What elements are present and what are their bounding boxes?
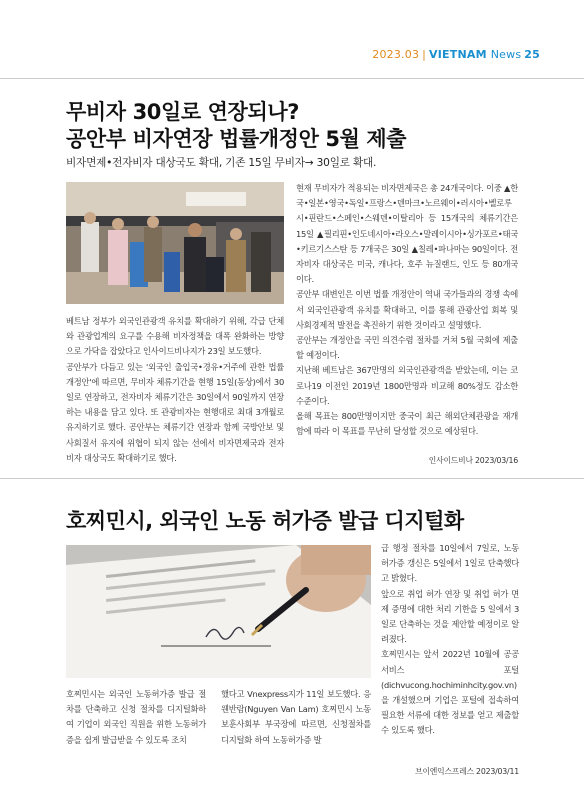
header-rule xyxy=(0,78,584,79)
article2-right-paragraph: 급 행정 절차를 10일에서 7일로, 노동허가증 갱신은 5일에서 1일로 단축했다고 밝혔다. xyxy=(381,543,519,584)
article2-right-paragraph: 앞으로 취업 허가 연장 및 취업 허가 면제 증명에 대한 처리 기한을 5 일에서 3 일로 단축하는 것을 제안할 예정이로 알려졌다. xyxy=(381,588,519,645)
page-header xyxy=(372,48,540,61)
header-separator: | xyxy=(422,48,427,61)
article2-middle-column xyxy=(221,687,371,748)
article2-left-paragraph: 호찌민시는 외국인 노동허가증 발급 절차를 단축하고 신청 절차를 디지털화하여 기업이 외국인 직원을 위한 노동허가증을 쉽게 발급받을 수 있도록 조치 xyxy=(66,689,206,745)
article1-right-paragraph: 현재 무비자가 적용되는 비자면제국은 총 24개국이다. 이중 ▲한국•일본•영국•독일•프랑스•덴마크•노르웨이•러시아•벨로루시•핀란드•스페인•스웨덴•이탈리아 등 15개국의 체류기간은 15일 ▲필리핀•인도네시아•라오스•말레이시아•싱가포르•태국•키르기스스탄 등 7개국은 30일 ▲칠레•파나마는 90일이다. 전자비자 대상국은 미국, 캐나다, 호주 뉴질랜드, 인도 등 80개국이다. xyxy=(296,183,518,285)
signing-document-photo xyxy=(66,545,371,678)
article1-title-line2: 공안부 비자연장 법률개정안 5월 제출 xyxy=(66,127,407,151)
page-number: 25 xyxy=(524,48,540,61)
article1-source: 인사이드비나 2023/03/16 xyxy=(428,456,518,465)
article2-right-column xyxy=(381,541,519,739)
article1-right-paragraph: 올해 목표는 800만명이지만 중국이 최근 해외단체관광을 재개함에 따라 이 목표를 무난히 달성할 것으로 예상된다. xyxy=(296,411,518,437)
article1-right-paragraph: 공안부 대변인은 이번 법률 개정안이 역내 국가들과의 경쟁 속에서 외국인관광객 유치를 확대하고, 이를 통해 관광산업 회복 및 사회경제적 발전을 촉진하기 위한 것이라고 설명했다. xyxy=(296,289,518,330)
article1-subtitle: 비자면제•전자비자 대상국도 확대, 기존 15일 무비자→ 30일로 확대. xyxy=(66,157,377,169)
article2-left-column xyxy=(66,687,206,748)
article1-right-paragraph: 지난해 베트남은 367만명의 외국인관광객을 받았는데, 이는 코로나19 이전인 2019년 1800만명과 비교해 80%정도 감소한 수준이다. xyxy=(296,365,518,406)
article1-left-column xyxy=(66,314,284,466)
article2-title: 호찌민시, 외국인 노동 허가증 발급 디지털화 xyxy=(66,509,464,533)
article1-right-paragraph: 공안부는 개정안을 국민 의견수렴 절차를 거쳐 5월 국회에 제출할 예정이다. xyxy=(296,335,518,361)
article2-source: 브이엔익스프레스 2023/03/11 xyxy=(415,767,519,776)
article2-right-paragraph: 호찌민시는 앞서 2022년 10월에 공공서비스 포털(dichvucong.hochiminhcity.gov.vn)을 개설했으며 기업은 포털에 접속하여 필요한 서류에 대한 정보를 얻고 제출할 수 있도록 했다. xyxy=(381,649,519,736)
article1-left-paragraph: 공안부가 다듬고 있는 '외국인 출입국•경유•거주에 관한 법률 개정안'에 따르면, 무비자 체류기간을 현행 15일(동상)에서 30일로 연장하고, 전자비자 체류기간은 30일에서 90일까지 연장하는 내용을 담고 있다. 또 관광비자는 현행대로 최대 3개월로 유지하기로 했다. 공안부는 체류기간 연장과 함께 국방안보 및 사회질서 유지에 위협이 되지 않는 선에서 비자면제국과 전자비자 대상국도 확대하기로 했다. xyxy=(66,361,284,463)
article2-middle-paragraph: 했다고 Vnexpress지가 11일 보도했다. 응웬반람(Nguyen Van Lam) 호찌민시 노동보훈사회부 부국장에 따르면, 신청절차를 디지털화 하여 노동허가증 발 xyxy=(221,689,371,745)
brand-name: VIETNAM xyxy=(429,48,487,61)
airport-travelers-photo xyxy=(66,182,284,304)
section-divider xyxy=(0,478,584,479)
issue-date: 2023.03 xyxy=(372,48,420,61)
article1-title-line1: 무비자 30일로 연장되나? xyxy=(66,100,300,124)
article1-right-column xyxy=(296,181,518,439)
section-name: News xyxy=(490,48,522,61)
article1-left-paragraph: 베트남 정부가 외국인관광객 유치를 확대하기 위해, 각급 단체와 관광업계의 요구를 수용해 비자정책을 대폭 완화하는 방향으로 가닥을 잡았다고 인사이드비나지가 23일 보도했다. xyxy=(66,316,284,357)
